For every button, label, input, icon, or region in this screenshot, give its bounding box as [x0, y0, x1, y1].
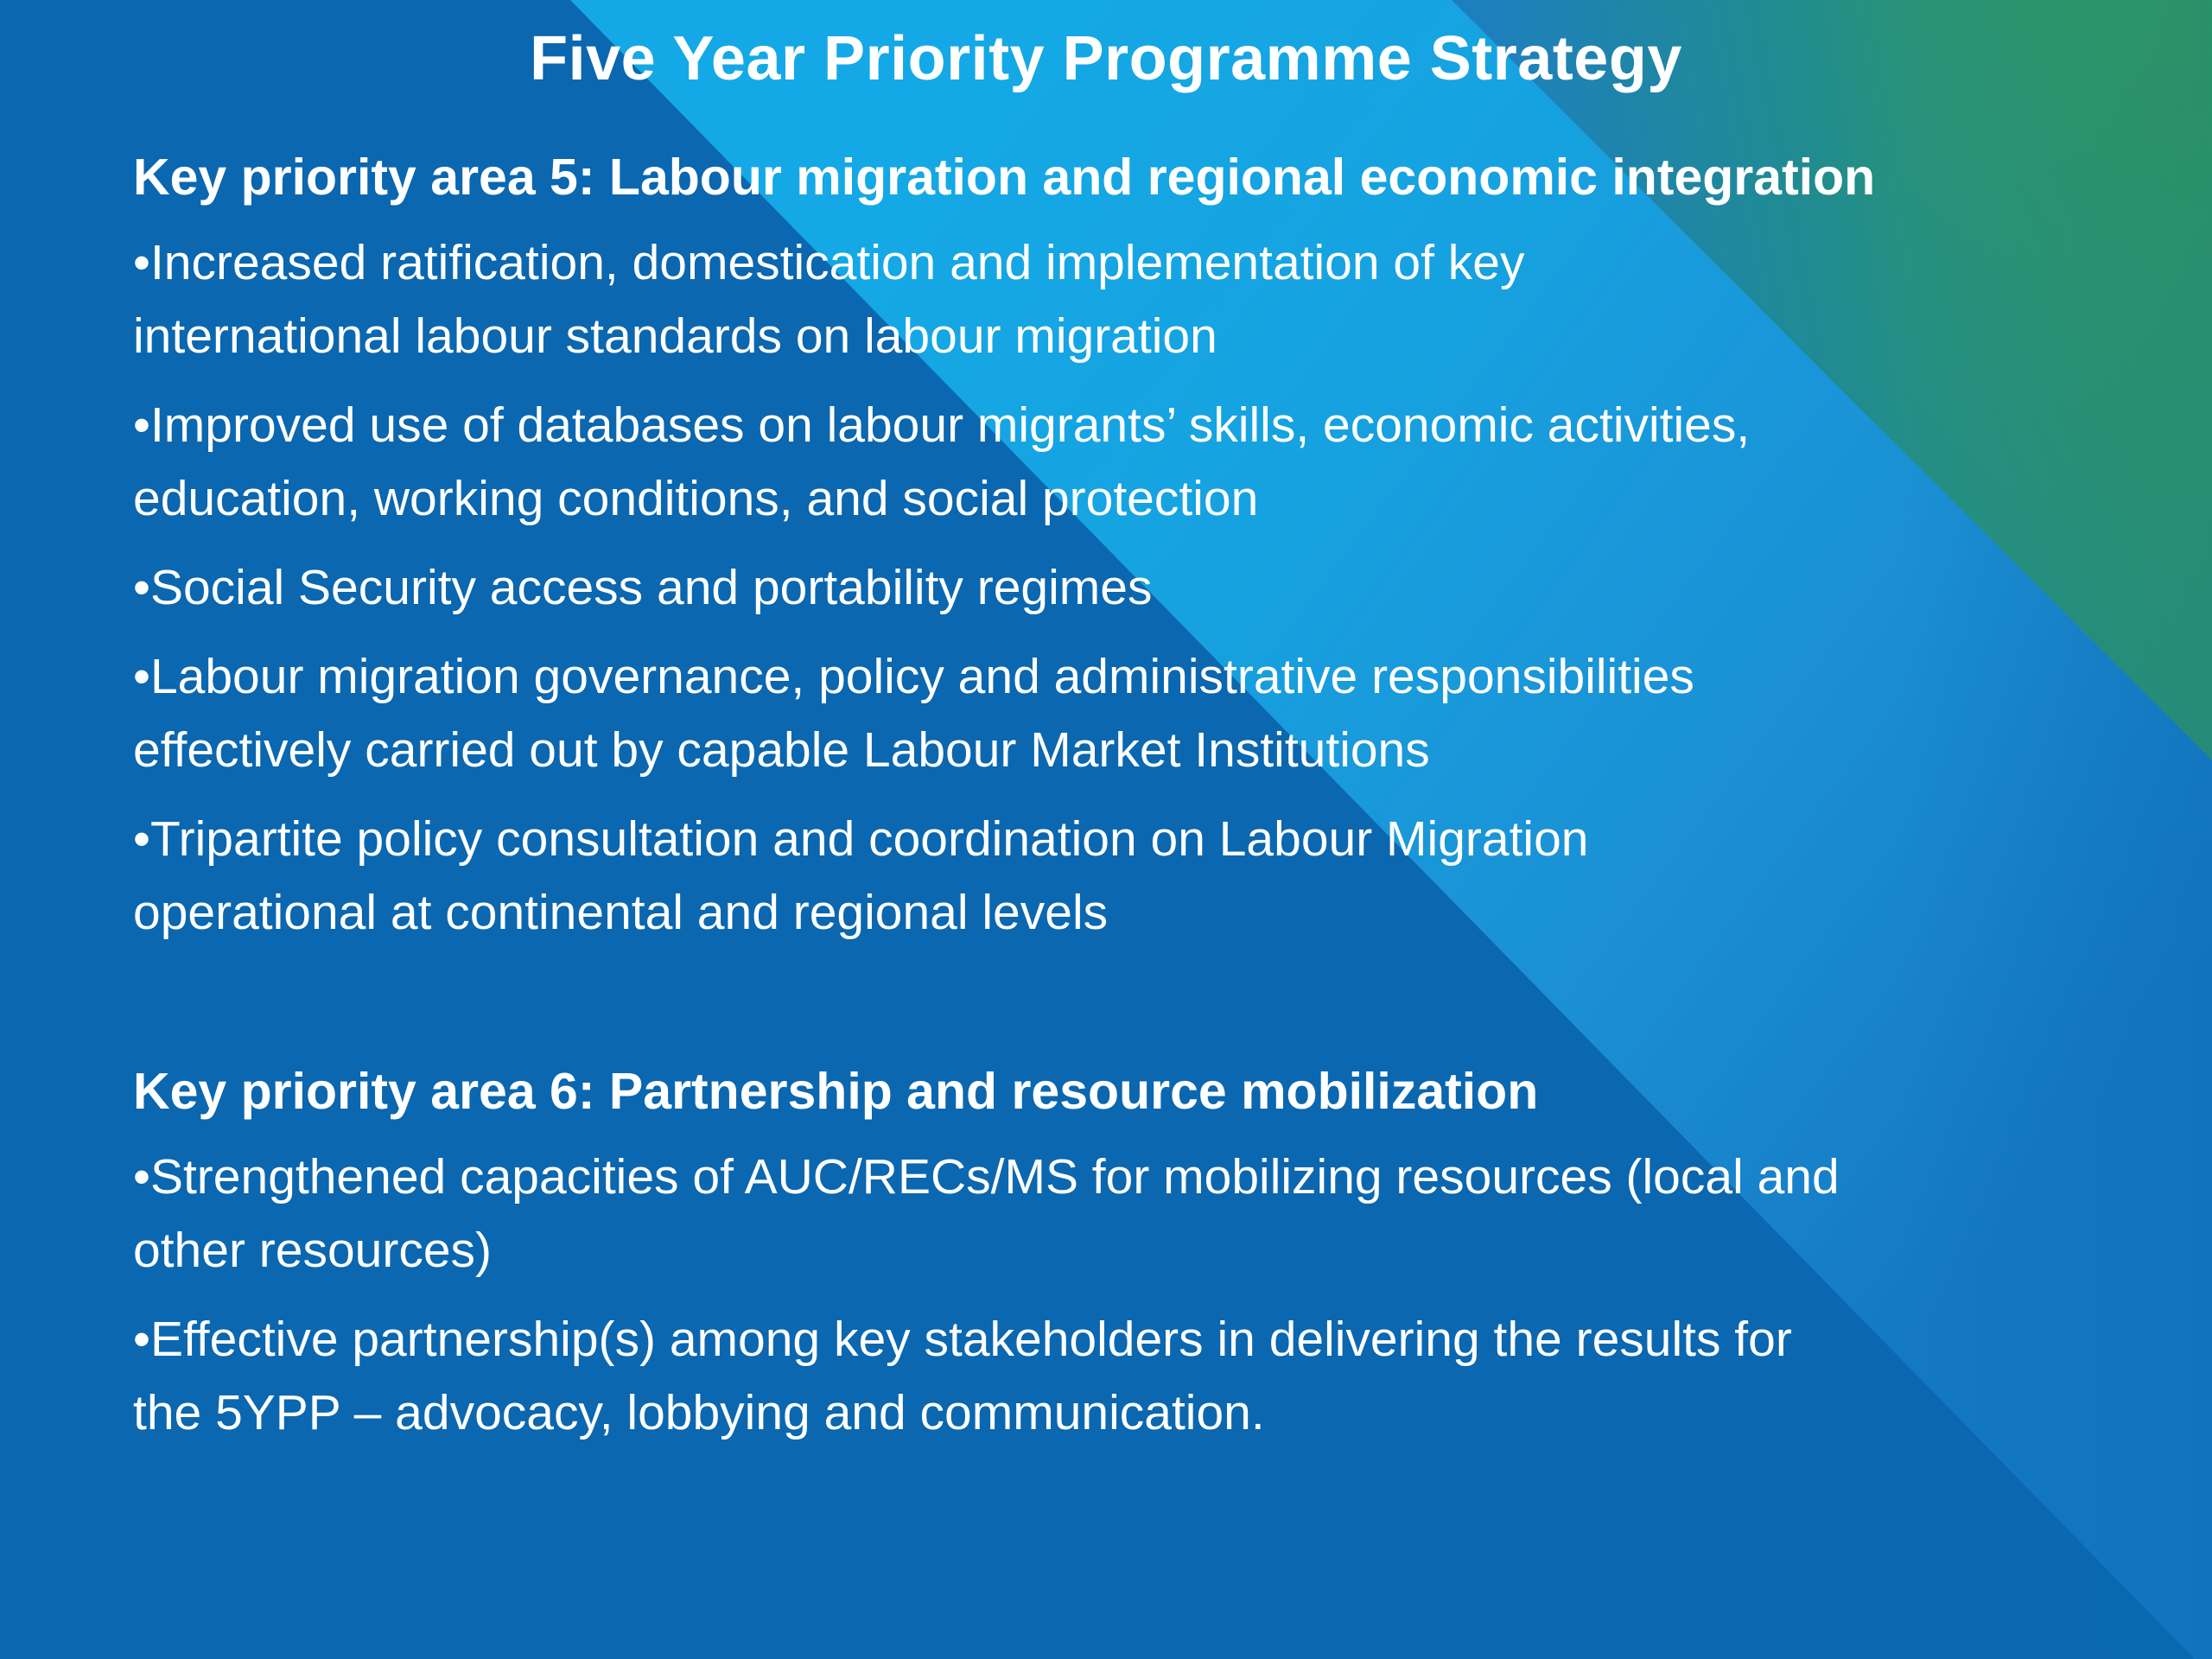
bullet-text: international labour standards on labour migration: [133, 308, 1217, 364]
bullet-text: other resources): [133, 1223, 493, 1278]
bullet-text: operational at continental and regional levels: [133, 885, 1109, 940]
bullet-text: •Increased ratification, domestication and implementation of key: [133, 235, 1525, 290]
section-heading: Key priority area 5: Labour migration and regional economic integration: [133, 149, 1876, 206]
bullet-text: •Improved use of databases on labour migrants’ skills, economic activities,: [133, 397, 1751, 453]
bullet-list: [133, 226, 2120, 950]
bullet-list: [133, 1141, 2120, 1450]
bullet-text: education, working conditions, and social protection: [133, 471, 1259, 526]
bullet-item: [133, 226, 2120, 373]
bullet-text: the 5YPP – advocacy, lobbying and communication.: [133, 1385, 1265, 1440]
bullet-item: [133, 389, 2120, 536]
bullet-text: •Labour migration governance, policy and administrative responsibilities: [133, 649, 1694, 704]
bullet-text: •Tripartite policy consultation and coordination on Labour Migration: [133, 811, 1589, 867]
section-heading: Key priority area 6: Partnership and resource mobilization: [133, 1063, 1539, 1120]
bullet-text: •Effective partnership(s) among key stakeholders in delivering the results for: [133, 1312, 1792, 1367]
bullet-item: [133, 1141, 2120, 1287]
bullet-text: effectively carried out by capable Labour Market Institutions: [133, 722, 1430, 778]
bullet-item: [133, 803, 2120, 950]
slide-title: Five Year Priority Programme Strategy: [530, 24, 1682, 93]
bullet-text: •Social Security access and portability regimes: [133, 560, 1153, 615]
priority-area-5-section: [133, 140, 2120, 965]
bullet-item: [133, 640, 2120, 787]
bullet-item: [133, 551, 2120, 625]
priority-area-6-section: [133, 1054, 2120, 1465]
bullet-text: •Strengthened capacities of AUC/RECs/MS for mobilizing resources (local and: [133, 1149, 1840, 1205]
bullet-item: [133, 1303, 2120, 1450]
